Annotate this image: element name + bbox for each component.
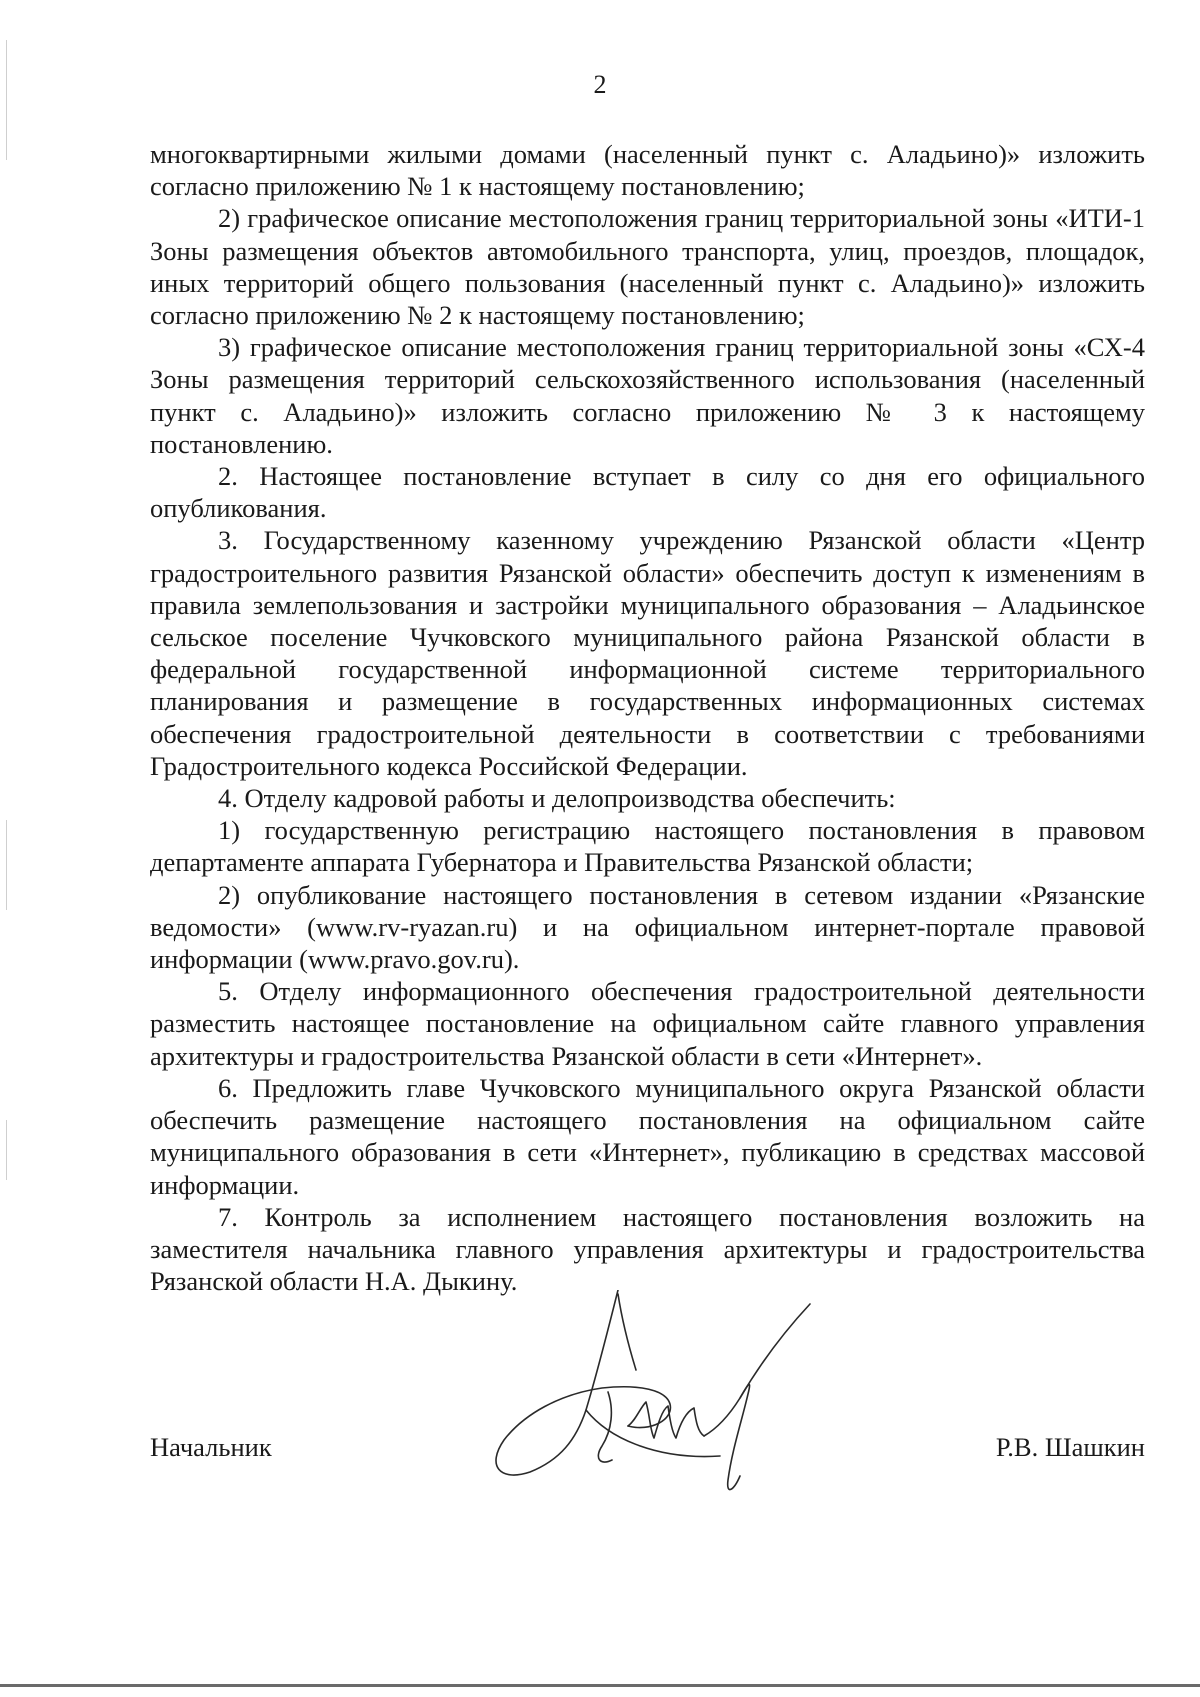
scan-margin-mark <box>6 1120 7 1180</box>
scan-bottom-edge <box>0 1684 1200 1687</box>
paragraph-clause-4: 4. Отделу кадровой работы и делопроизводства обеспечить: <box>218 783 896 814</box>
scan-margin-mark <box>6 820 7 910</box>
paragraph-continuation: многоквартирными жилыми домами (населенный пункт с. Аладьино)» изложить согласно приложению № 1 к настоящему постановлению; <box>150 139 1145 202</box>
handwritten-signature <box>490 1290 820 1520</box>
paragraph-clause-4-item-1: 1) государственную регистрацию настоящего постановления в правовом департаменте аппарата Губернатора и Правительства Рязанской области; <box>150 815 1145 878</box>
paragraph-clause-7: 7. Контроль за исполнением настоящего постановления возложить на заместителя начальника главного управления архитектуры и градостроительства Рязанской области Н.А. Дыкину. <box>150 1201 1145 1297</box>
signatory-position: Начальник <box>150 1432 272 1462</box>
paragraph-clause-3: 3. Государственному казенному учреждению Рязанской области «Центр градостроительного развития Рязанской области» обеспечить доступ к изменениям в правила землепользования и застройки муниципального образования – Аладьинское сельское поселение Чучковского муниципального района Рязанской области в федеральной государственной информационной системе территориального планирования и размещение в государственных информационных системах обеспечения градостроительной деятельности в соответствии с требованиями Градостроительного кодекса Российской Федерации. <box>150 525 1145 781</box>
document-body <box>150 138 1145 1297</box>
signatory-name: Р.В. Шашкин <box>995 1432 1145 1462</box>
paragraph-item-3: 3) графическое описание местоположения границ территориальной зоны «СХ-4 Зоны размещения территорий сельскохозяйственного использования (населенный пункт с. Аладьино)» изложить согласно приложению № 3 к настоящему постановлению. <box>150 332 1145 459</box>
paragraph-item-2: 2) графическое описание местоположения границ территориальной зоны «ИТИ-1 Зоны размещения объектов автомобильного транспорта, улиц, проездов, площадок, иных территорий общего пользования (населенный пункт с. Аладьино)» изложить согласно приложению № 2 к настоящему постановлению; <box>150 203 1145 331</box>
scan-margin-mark <box>6 40 7 160</box>
page-number: 2 <box>593 70 607 99</box>
paragraph-clause-5: 5. Отделу информационного обеспечения градостроительной деятельности разместить настоящее постановление на официальном сайте главного управления архитектуры и градостроительства Рязанской области в сети «Интернет». <box>150 976 1145 1071</box>
paragraph-clause-4-item-2: 2) опубликование настоящего постановления в сетевом издании «Рязанские ведомости» (www.rv-ryazan.ru) и на официальном интернет-портале правовой информации (www.pravo.gov.ru). <box>150 879 1145 975</box>
paragraph-clause-6: 6. Предложить главе Чучковского муниципального округа Рязанской области обеспечить размещение настоящего постановления на официальном сайте муниципального образования в сети «Интернет», публикацию в средствах массовой информации. <box>150 1072 1145 1200</box>
paragraph-clause-2: 2. Настоящее постановление вступает в силу со дня его официального опубликования. <box>150 461 1145 524</box>
